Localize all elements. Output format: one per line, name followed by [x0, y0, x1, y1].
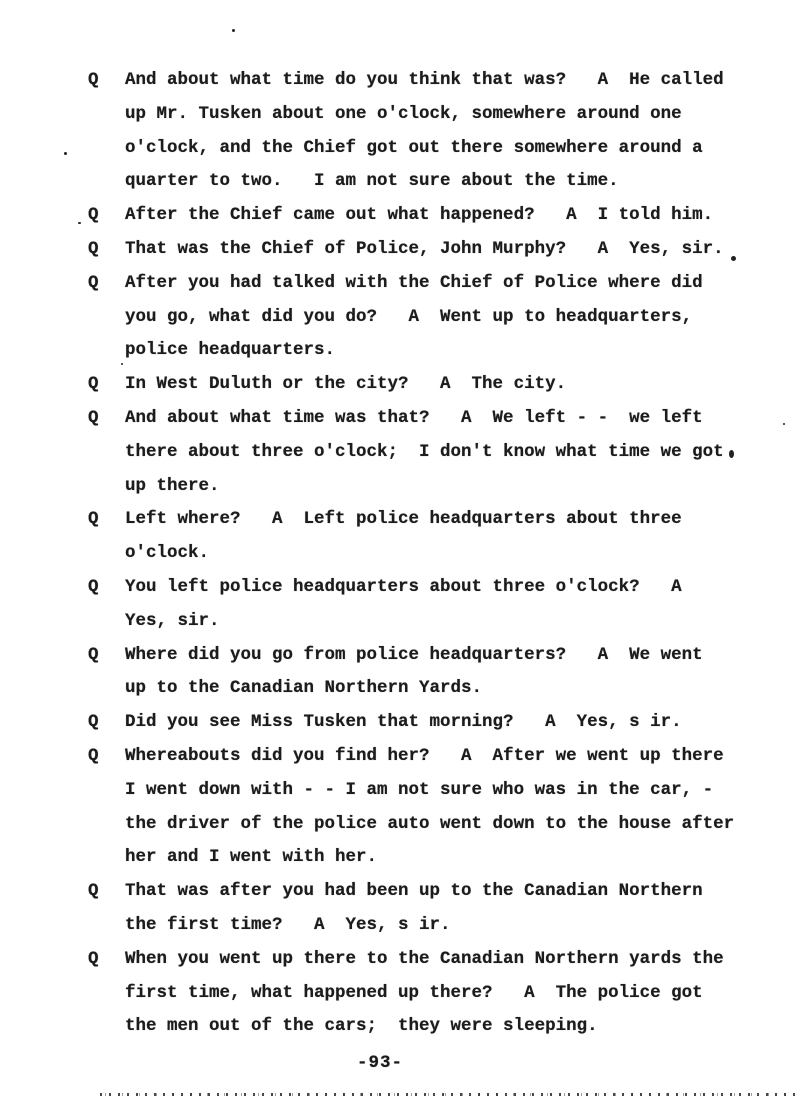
transcript-line: In West Duluth or the city? A The city.: [125, 374, 567, 395]
transcript-line: You left police headquarters about three o'clock? A: [125, 576, 682, 597]
question-label: Q: [88, 272, 99, 293]
transcript-line: That was the Chief of Police, John Murphy? A Yes, sir.: [125, 238, 724, 259]
entry-lines: [125, 740, 768, 875]
transcript-line: I went down with - - I am not sure who was in the car, -: [125, 779, 714, 800]
entry-lines: [125, 571, 768, 639]
qa-entry: [88, 368, 768, 402]
entry-lines: [125, 64, 768, 199]
ink-speck: [729, 450, 734, 458]
ink-speck: [121, 363, 123, 365]
transcript-line: And about what time do you think that was? A He called: [125, 70, 724, 90]
question-label: Q: [88, 205, 99, 226]
qa-entry: [88, 233, 768, 267]
entry-lines: [125, 233, 768, 267]
transcript-line: her and I went with her.: [125, 847, 378, 868]
ink-speck: [64, 152, 67, 155]
page-number: -93-: [356, 1053, 403, 1073]
qa-entry: [88, 875, 768, 943]
transcript-line: Yes, sir.: [125, 610, 220, 631]
qa-transcript: [88, 64, 768, 1044]
qa-entry: [88, 503, 768, 571]
question-label: Q: [88, 948, 99, 969]
question-label: Q: [88, 70, 99, 90]
entry-lines: [125, 199, 768, 233]
transcript-line: That was after you had been up to the Canadian Northern: [125, 881, 703, 902]
qa-entry: [88, 571, 768, 639]
transcript-line: And about what time was that? A We left - - we left: [125, 407, 703, 428]
transcript-line: After the Chief came out what happened? A I told him.: [125, 205, 714, 226]
qa-entry: [88, 64, 768, 199]
transcript-line: up there.: [125, 475, 220, 496]
qa-entry: [88, 943, 768, 1044]
transcript-line: Left where? A Left police headquarters about three: [125, 509, 682, 530]
question-label: Q: [88, 509, 99, 530]
transcript-line: the men out of the cars; they were sleeping.: [125, 1016, 598, 1037]
transcript-line: quarter to two. I am not sure about the time.: [125, 171, 619, 192]
entry-lines: [125, 503, 768, 571]
question-label: Q: [88, 407, 99, 428]
transcript-line: you go, what did you do? A Went up to headquarters,: [125, 306, 693, 327]
scan-noise-line: [100, 1093, 800, 1096]
question-label: Q: [88, 374, 99, 395]
ink-speck: [783, 423, 785, 425]
question-label: Q: [88, 238, 99, 259]
transcript-line: After you had talked with the Chief of Police where did: [125, 272, 703, 293]
question-label: Q: [88, 576, 99, 597]
qa-entry: [88, 402, 768, 503]
transcript-line: the driver of the police auto went down to the house after: [125, 813, 735, 834]
question-label: Q: [88, 644, 99, 665]
transcript-line: police headquarters.: [125, 340, 336, 361]
transcript-line: there about three o'clock; I don't know what time we got: [125, 441, 724, 462]
qa-entry: [88, 706, 768, 740]
ink-speck: [731, 256, 736, 261]
transcript-line: up to the Canadian Northern Yards.: [125, 678, 483, 699]
entry-lines: [125, 402, 768, 503]
transcript-line: Where did you go from police headquarters? A We went: [125, 644, 703, 665]
entry-lines: [125, 706, 768, 740]
entry-lines: [125, 639, 768, 707]
transcript-line: Whereabouts did you find her? A After we went up there: [125, 745, 724, 766]
question-label: Q: [88, 881, 99, 902]
transcript-line: first time, what happened up there? A The police got: [125, 982, 703, 1003]
transcript-line: up Mr. Tusken about one o'clock, somewhere around one: [125, 103, 682, 124]
question-label: Q: [88, 745, 99, 766]
qa-entry: [88, 199, 768, 233]
entry-lines: [125, 875, 768, 943]
transcript-line: the first time? A Yes, s ir.: [125, 914, 451, 935]
qa-entry: [88, 740, 768, 875]
transcript-line: Did you see Miss Tusken that morning? A Yes, s ir.: [125, 712, 682, 733]
entry-lines: [125, 943, 768, 1044]
transcript-line: o'clock.: [125, 543, 210, 564]
question-label: Q: [88, 712, 99, 733]
ink-speck: [232, 29, 235, 32]
transcript-line: When you went up there to the Canadian Northern yards the: [125, 948, 724, 969]
entry-lines: [125, 267, 768, 368]
qa-entry: [88, 639, 768, 707]
qa-entry: [88, 267, 768, 368]
transcript-line: o'clock, and the Chief got out there somewhere around a: [125, 137, 703, 158]
entry-lines: [125, 368, 768, 402]
ink-speck: [78, 222, 81, 224]
